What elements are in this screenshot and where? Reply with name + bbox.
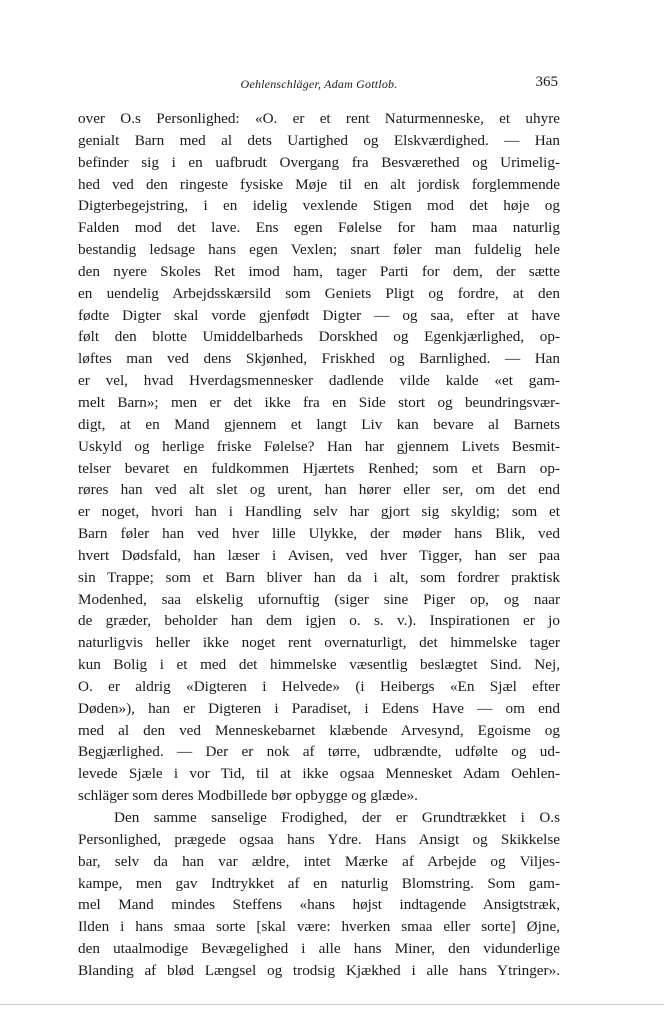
text-line: fødte Digter skal vorde gjenfødt Digter — og saa, efter at have	[78, 306, 560, 324]
text-line: digt, at en Mand gjennem et langt Liv kan bevare al Barnets	[78, 415, 560, 433]
text-line: naturligvis heller ikke noget rent overnaturligt, det himmelske tager	[78, 634, 560, 652]
text-line: kampe, men gav Indtrykket af en naturlig Blomstring. Som gam-	[78, 874, 560, 892]
text-line: er vel, hvad Hverdagsmennesker dadlende vilde kalde «et gam-	[78, 372, 560, 390]
text-line: befinder sig i en uafbrudt Overgang fra Besværethed og Urimelig-	[78, 153, 560, 171]
running-title: Oehlenschläger, Adam Gottlob.	[240, 77, 398, 91]
text-line: hed ved den ringeste fysiske Møje til en alt jordisk forglemmende	[78, 175, 560, 193]
running-head	[78, 74, 560, 96]
text-line: bestandig ledsage hans egen Vexlen; snart føler man fuldelig hele	[78, 241, 560, 259]
paragraph-start-line: Den samme sanselige Frodighed, der er Grundtrækket i O.s	[114, 809, 560, 826]
text-line: Døden»), han er Digteren i Paradiset, i Edens Have — om end	[78, 699, 560, 717]
text-line: Falden mod det lave. Ens egen Følelse for ham maa naturlig	[78, 219, 560, 237]
text-line: røres han ved alt slet og urent, han hører eller ser, om det end	[78, 481, 560, 499]
text-line: telser bevaret en fuldkommen Hjærtets Renhed; som et Barn op-	[78, 459, 560, 477]
text-line: er noget, hvori han i Handling selv har gjort sig skyldig; som et	[78, 503, 560, 521]
text-line: Ilden i hans smaa sorte [skal være: hverken smaa eller sorte] Øjne,	[78, 918, 560, 936]
text-line: Modenhed, saa elskelig ufornuftig (siger sine Piger op, og naar	[78, 590, 560, 608]
text-line: levede Sjæle i vor Tid, til at ikke ogsaa Mennesket Adam Oehlen-	[78, 765, 560, 783]
text-line: med al den ved Menneskebarnet klæbende Arvesynd, Egoisme og	[78, 721, 560, 739]
text-line: melt Barn»; men er det ikke fra en Side stort og beundringsvær-	[78, 393, 560, 411]
text-line: en uendelig Arbejdsskærsild som Geniets Pligt og fordre, at den	[78, 284, 560, 302]
text-line: Begjærlighed. — Der er nok af tørre, udbrændte, udfølte og ud-	[78, 743, 560, 761]
text-line: Digterbegejstring, i en idelig vexlende Stigen mod det høje og	[78, 197, 560, 215]
text-line: bar, selv da han var ældre, intet Mærke af Arbejde og Viljes-	[78, 852, 560, 870]
text-line: Personlighed, prægede ogsaa hans Ydre. Hans Ansigt og Skikkelse	[78, 830, 560, 848]
text-line: sin Trappe; som et Barn bliver han da i alt, som fordrer praktisk	[78, 568, 560, 586]
text-line: genialt Barn med al dets Uartighed og Elskværdighed. — Han	[78, 131, 560, 149]
text-line: over O.s Personlighed: «O. er et rent Naturmenneske, et uhyre	[78, 110, 560, 127]
text-line: den nyere Skoles Ret imod ham, tager Parti for dem, der sætte	[78, 262, 560, 280]
text-line: hvert Dødsfald, han læser i Avisen, ved hver Tigger, han ser paa	[78, 546, 560, 564]
text-line: kun Bolig i et med det himmelske væsentlig beslægtet Sind. Nej,	[78, 656, 560, 674]
text-line: mel Mand mindes Steffens «hans højst indtagende Ansigtstræk,	[78, 896, 560, 914]
page-number: 365	[535, 74, 558, 90]
paragraph-end-line: schläger som deres Modbillede bør opbygge og glæde».	[78, 787, 418, 805]
body-text	[78, 108, 560, 982]
text-line: Barn føler han ved hver lille Ulykke, der møder hans Blik, ved	[78, 525, 560, 543]
text-line: den utaalmodige Bevægelighed i alle hans Miner, den vidunderlige	[78, 940, 560, 958]
scan-edge-rule	[0, 1004, 664, 1005]
text-line: O. er aldrig «Digteren i Helvede» (i Heibergs «En Sjæl efter	[78, 677, 560, 695]
text-line: Blanding af blød Længsel og trodsig Kjækhed i alle hans Ytringer».	[78, 961, 560, 979]
text-line: Uskyld og herlige friske Følelse? Han har gjennem Livets Besmit-	[78, 437, 560, 455]
text-line: de græder, beholder han dem igjen o. s. v.). Inspirationen er jo	[78, 612, 560, 630]
text-line: følt den blotte Umiddelbarheds Dorskhed og Egenkjærlighed, op-	[78, 328, 560, 346]
text-line: løftes man ved dens Skjønhed, Friskhed og Barnlighed. — Han	[78, 350, 560, 368]
